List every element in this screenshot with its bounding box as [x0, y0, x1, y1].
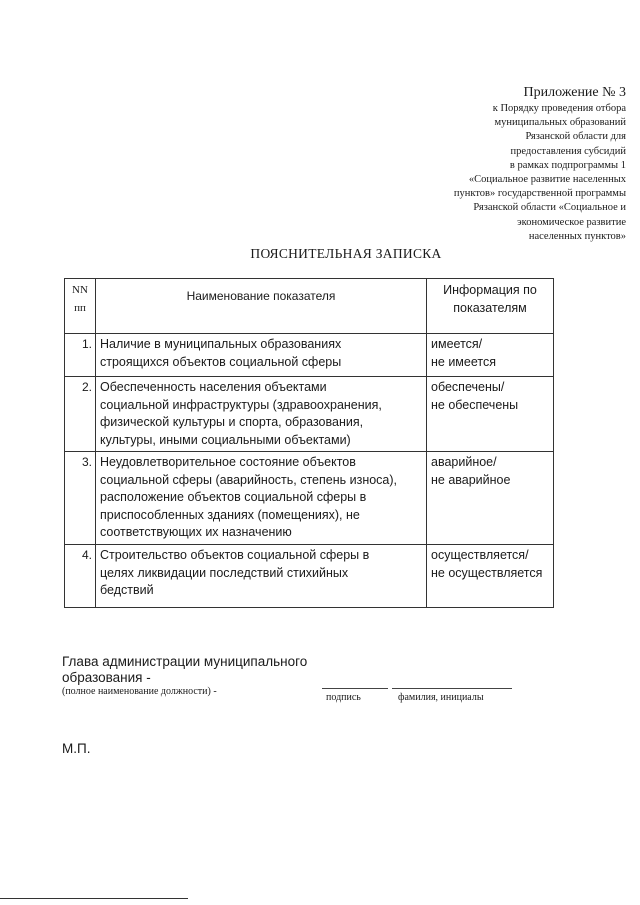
name-caption: фамилия, инициалы: [398, 692, 484, 703]
table-row: [65, 452, 554, 545]
info-line: не осуществляется: [431, 565, 543, 580]
name-line: целях ликвидации последствий стихийных: [100, 565, 349, 580]
table-header-row: [65, 279, 554, 334]
name-line: Обеспеченность населения объектами: [100, 380, 327, 394]
appendix-line: пунктов» государственной программы: [453, 188, 626, 200]
info-line: имеется/: [431, 337, 483, 351]
appendix-title: Приложение № 3: [523, 85, 626, 100]
header-info-line: показателям: [453, 301, 527, 315]
indicators-table: [64, 278, 554, 608]
document-title-text: ПОЯСНИТЕЛЬНАЯ ЗАПИСКА: [250, 246, 442, 261]
appendix-line: предоставления субсидий: [510, 145, 626, 157]
appendix-block: [366, 84, 626, 244]
signature-title-line: Глава администрации муниципального: [62, 654, 308, 669]
info-line: не обеспечены: [431, 397, 519, 412]
name-line: культуры, иными социальными объектами): [100, 432, 351, 447]
row-number: 4.: [65, 545, 96, 608]
row-indicator-name: [96, 377, 427, 452]
info-line: не аварийное: [431, 472, 511, 487]
name-line: Строительство объектов социальной сферы в: [100, 548, 370, 562]
name-line: социальной сферы (аварийность, степень износа),: [100, 472, 398, 487]
appendix-line: Рязанской области «Социальное и: [473, 202, 626, 214]
header-number-line: пп: [74, 302, 86, 314]
table-row: [65, 377, 554, 452]
header-number-line: NN: [72, 284, 88, 296]
name-line: соответствующих их назначению: [100, 525, 292, 539]
appendix-line: экономическое развитие: [517, 216, 626, 228]
name-line-rule: [392, 688, 512, 689]
row-number: 3.: [65, 452, 96, 545]
row-indicator-info: [427, 377, 554, 452]
row-number: 1.: [65, 334, 96, 377]
appendix-line: муниципальных образований: [494, 117, 626, 129]
appendix-line: населенных пунктов»: [528, 230, 626, 242]
name-line: расположение объектов социальной сферы в: [100, 490, 367, 504]
footnote-divider: [0, 898, 188, 899]
header-indicator-name: Наименование показателя: [96, 279, 427, 334]
table-row: [65, 334, 554, 377]
appendix-line: к Порядку проведения отбора: [492, 103, 626, 114]
name-line: Наличие в муниципальных образованиях: [100, 337, 342, 351]
appendix-line: Рязанской области для: [525, 131, 626, 143]
appendix-line: в рамках подпрограммы 1: [509, 159, 626, 171]
signature-title-line: образования -: [62, 670, 151, 685]
row-indicator-info: [427, 545, 554, 608]
appendix-line: «Социальное развитие населенных: [468, 174, 626, 186]
position-note: (полное наименование должности) -: [62, 686, 217, 697]
name-line: приспособленных зданиях (помещениях), не: [100, 507, 360, 522]
name-line: бедствий: [100, 583, 154, 597]
stamp-mark: М.П.: [62, 741, 91, 756]
header-number: [65, 279, 96, 334]
row-number: 2.: [65, 377, 96, 452]
table-row: [65, 545, 554, 608]
row-indicator-info: [427, 452, 554, 545]
name-line: Неудовлетворительное состояние объектов: [100, 455, 356, 469]
info-line: не имеется: [431, 354, 496, 369]
info-line: обеспечены/: [431, 380, 505, 394]
row-indicator-name: [96, 545, 427, 608]
name-line: социальной инфраструктуры (здравоохранения,: [100, 397, 382, 412]
signature-block: [62, 654, 307, 686]
header-info-line: Информация по: [443, 283, 537, 297]
signature-line: [322, 688, 388, 689]
name-line: физической культуры и спорта, образования,: [100, 415, 364, 429]
signature-caption: подпись: [326, 692, 361, 703]
row-indicator-name: [96, 334, 427, 377]
name-line: строящихся объектов социальной сферы: [100, 354, 342, 369]
info-line: осуществляется/: [431, 548, 529, 562]
document-title: [0, 246, 640, 262]
header-indicator-info: [427, 279, 554, 334]
row-indicator-info: [427, 334, 554, 377]
row-indicator-name: [96, 452, 427, 545]
info-line: аварийное/: [431, 455, 497, 469]
